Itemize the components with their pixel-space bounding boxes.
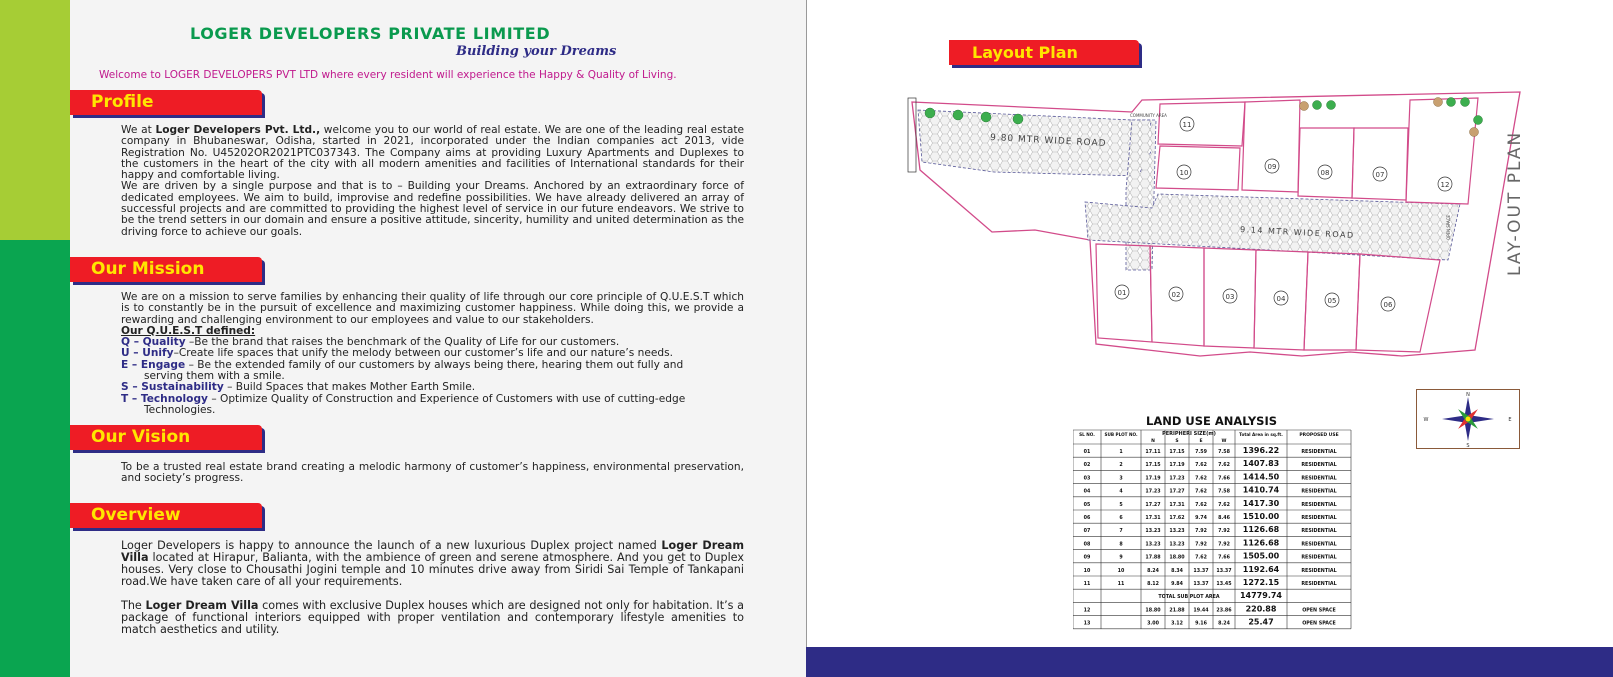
table-cell: 7.92: [1195, 529, 1207, 535]
table-cell-area: 1510.00: [1242, 512, 1280, 521]
table-cell: 7.92: [1218, 529, 1230, 535]
table-cell: 13.23: [1169, 529, 1185, 535]
table-cell: 13.23: [1145, 529, 1161, 535]
header-area: Total Area in sq.ft.: [1239, 432, 1283, 437]
table-cell: RESIDENTIAL: [1301, 568, 1337, 574]
quest-item: E – Engage – Be the extended family of our customers by always being there, hearing them out fully and: [121, 358, 684, 371]
table-cell: 17.11: [1145, 450, 1161, 455]
table-cell: 9: [1119, 555, 1123, 561]
table-cell: 7.62: [1195, 476, 1207, 482]
table-cell: 08: [1083, 542, 1091, 548]
table-cell-area: 1126.68: [1242, 525, 1280, 535]
land-use-title: LAND USE ANALYSIS: [1146, 414, 1278, 428]
table-cell: 3.00: [1147, 621, 1159, 627]
layout-plan-side-title: LAY-OUT PLAN: [1505, 130, 1525, 276]
road-label-middle: 9.14 MTR WIDE ROAD: [1239, 225, 1355, 240]
table-cell-area: 1414.50: [1242, 472, 1280, 482]
table-cell: 07: [1083, 529, 1091, 535]
mission-heading: Our Mission: [70, 257, 262, 282]
table-cell: OPEN SPACE: [1302, 608, 1336, 614]
quest-item: U – Unify–Create life spaces that unify the melody between our customer’s life and our nature’s needs.: [121, 347, 673, 360]
quest-item: T – Technology – Optimize Quality of Construction and Experience of Customers with use of cutting-edge: [121, 392, 686, 405]
plot-label: 07: [1375, 171, 1385, 179]
table-cell: 17.31: [1169, 502, 1185, 508]
plot-label: 09: [1267, 163, 1277, 171]
compass-n: N: [1466, 392, 1470, 398]
overview-paragraph-1: Loger Developers is happy to announce the launch of a new luxurious Duplex project named Loger Dream Villa located at Hirapur, Balianta, with the ambience of green and serene atmosphere. And you get to Duplex houses. Very close to Chousathi Jogini temple and 10 minutes drive away from Siridi Sai Temple of Tankapani road.We have taken care of all your requirements.: [121, 539, 745, 588]
table-cell: 13: [1083, 621, 1091, 627]
table-cell: 06: [1083, 516, 1091, 521]
header-w: W: [1221, 439, 1227, 444]
table-cell: RESIDENTIAL: [1301, 476, 1337, 482]
table-cell: 2: [1119, 463, 1123, 469]
table-cell: 4: [1119, 489, 1123, 495]
table-cell: 7.66: [1218, 555, 1230, 561]
table-cell: 17.23: [1145, 489, 1161, 495]
table-cell: 1: [1119, 450, 1123, 455]
table-cell: RESIDENTIAL: [1301, 542, 1337, 548]
header-e: E: [1199, 439, 1203, 444]
table-cell: 17.19: [1169, 463, 1185, 469]
layout-plan-heading: Layout Plan: [949, 40, 1139, 65]
table-cell: 8: [1119, 542, 1123, 548]
table-cell: 7: [1119, 529, 1123, 535]
table-cell: 11: [1083, 582, 1091, 587]
table-cell: 23.86: [1216, 608, 1232, 614]
table-cell-area: 1505.00: [1242, 551, 1280, 561]
profile-paragraph-2: We are driven by a single purpose and that is to – Building your Dreams. Anchored by an extraordinary force of dedicated employees. We aim to build, improvise and redefine possibilities. We have already delivered an array of successful projects and are committed to providing the highest level of service in our future endeavors. We strive to be the trend setters in our domain and ensure a positive attitude, sincerity, humility and united determination as the driving force to achieve our goals.: [121, 180, 744, 238]
table-cell: 17.88: [1145, 555, 1161, 561]
table-cell: 21.88: [1169, 608, 1185, 614]
table-cell-area: 1272.15: [1242, 578, 1280, 587]
table-cell: 13.37: [1193, 582, 1209, 587]
table-cell: 11: [1117, 582, 1125, 587]
table-cell: 13.45: [1216, 582, 1232, 587]
vision-heading: Our Vision: [70, 425, 262, 450]
left-page: [0, 0, 806, 677]
open-space-label: OPEN SPACE: [1446, 214, 1451, 240]
table-cell: 09: [1083, 555, 1091, 561]
connector-road: [1126, 120, 1156, 270]
table-cell: 17.19: [1145, 476, 1161, 482]
table-cell: 3.12: [1171, 621, 1183, 627]
table-cell-area: 25.47: [1248, 617, 1274, 627]
table-cell: 10: [1083, 568, 1091, 574]
plot-label: 10: [1179, 169, 1189, 177]
plot-label: 11: [1182, 121, 1192, 129]
compass-e: E: [1508, 417, 1512, 423]
land-use-grid: [1073, 430, 1351, 629]
table-cell: RESIDENTIAL: [1301, 489, 1337, 495]
table-cell: 18.80: [1169, 555, 1185, 561]
table-cell: RESIDENTIAL: [1301, 450, 1337, 455]
table-cell: 9.16: [1195, 621, 1207, 627]
table-cell: 13.37: [1193, 568, 1209, 574]
overview-heading: Overview: [70, 503, 262, 528]
header-sub-plot: SUB PLOT NO.: [1104, 432, 1138, 437]
table-cell: RESIDENTIAL: [1301, 502, 1337, 508]
table-cell: 3: [1119, 476, 1123, 482]
table-cell-area: 1417.30: [1242, 498, 1280, 508]
table-cell: 8.34: [1171, 568, 1183, 574]
road-label-top: 9.80 MTR WIDE ROAD: [989, 133, 1107, 150]
welcome-text: Welcome to LOGER DEVELOPERS PVT LTD where every resident will experience the Happy & Quality of Living.: [99, 69, 677, 81]
table-cell: 7.92: [1195, 542, 1207, 548]
company-name: LOGER DEVELOPERS PRIVATE LIMITED: [190, 24, 551, 43]
table-cell: 6: [1119, 516, 1123, 521]
table-cell: 9.74: [1195, 516, 1207, 521]
table-cell: RESIDENTIAL: [1301, 516, 1337, 521]
table-cell: 01: [1083, 450, 1091, 455]
compass-s: S: [1466, 443, 1470, 449]
plot-label: 12: [1440, 181, 1450, 189]
table-cell: 02: [1083, 463, 1091, 469]
footer-bar: [806, 647, 1613, 677]
table-cell: 7.58: [1218, 450, 1230, 455]
table-cell: 8.24: [1147, 568, 1159, 574]
table-cell: 8.24: [1218, 621, 1230, 627]
table-cell-area: 1396.22: [1242, 446, 1280, 455]
table-cell: 13.23: [1169, 542, 1185, 548]
profile-text: [121, 125, 744, 238]
plot-label: 03: [1225, 293, 1235, 301]
table-cell: 17.15: [1145, 463, 1161, 469]
table-cell: 7.58: [1218, 489, 1230, 495]
overview-text: [121, 540, 744, 636]
layout-plan-drawing: [900, 80, 1540, 380]
table-cell: 17.62: [1169, 516, 1185, 521]
plot-label: 06: [1383, 301, 1393, 309]
table-cell: RESIDENTIAL: [1301, 463, 1337, 469]
quest-item: S – Sustainability – Build Spaces that makes Mother Earth Smile.: [121, 381, 476, 394]
table-cell: 19.44: [1193, 608, 1209, 614]
total-value: 14779.74: [1239, 591, 1283, 601]
table-cell: 5: [1119, 502, 1123, 508]
green-strip-light: [0, 0, 70, 240]
table-cell: 8.46: [1218, 516, 1230, 521]
table-cell: 7.62: [1195, 502, 1207, 508]
land-use-analysis-table: [1073, 414, 1353, 630]
table-cell: RESIDENTIAL: [1301, 582, 1337, 587]
quest-title: Our Q.U.E.S.T defined:: [121, 324, 256, 337]
header-s: S: [1175, 439, 1179, 444]
mission-intro: We are on a mission to serve families by enhancing their quality of life through our core principle of Q.U.E.S.T which is to constantly be in the pursuit of excellence and maximizing customer happiness. While doing this, we provide a rewarding and challenging environment to our employees and value to our stakeholders.: [121, 291, 744, 326]
tagline: Building your Dreams: [456, 44, 617, 59]
table-cell: 04: [1083, 489, 1091, 495]
table-cell: RESIDENTIAL: [1301, 555, 1337, 561]
overview-paragraph-2: The Loger Dream Villa comes with exclusive Duplex houses which are designed not only for habitation. It’s a package of functional interiors equipped with proper ventilation and contemporary lifestyle amenities to match aesthetics and utility.: [121, 599, 744, 636]
total-label: TOTAL SUB PLOT AREA: [1158, 595, 1220, 601]
quest-item: Q – Quality –Be the brand that raises the benchmark of the Quality of Life for our customers.: [121, 336, 620, 349]
table-cell-area: 1126.68: [1242, 538, 1280, 548]
table-cell: 7.62: [1195, 463, 1207, 469]
table-cell: 7.66: [1218, 476, 1230, 482]
table-cell: 05: [1083, 502, 1091, 508]
table-cell: 7.62: [1195, 489, 1207, 495]
mission-text: [121, 292, 744, 416]
table-cell: 7.62: [1218, 502, 1230, 508]
table-cell-area: 1192.64: [1242, 564, 1280, 574]
table-cell: 17.23: [1169, 476, 1185, 482]
header-use: PROPOSED USE: [1299, 433, 1339, 438]
table-cell-area: 1407.83: [1242, 459, 1280, 469]
green-strip-dark: [0, 240, 70, 677]
table-cell: 7.92: [1218, 542, 1230, 548]
table-cell-area: 220.88: [1245, 604, 1277, 614]
table-cell: 18.80: [1145, 608, 1161, 614]
table-cell: 17.15: [1169, 450, 1185, 455]
table-cell: 17.27: [1145, 502, 1161, 508]
plot-label: 08: [1320, 169, 1330, 177]
table-cell: 12: [1083, 608, 1091, 614]
table-cell: RESIDENTIAL: [1301, 529, 1337, 535]
community-area-label: COMMUNITY AREA: [1130, 113, 1167, 118]
profile-paragraph-1: We at Loger Developers Pvt. Ltd., welcome you to our world of real estate. We are one of the leading real estate company in Bhubaneswar, Odisha, started in 2021, incorporated under the Indian companies act 2013, vide Registration No. U45202OR2021PTC037343. The Company aims at providing Luxury Apartments and Duplexes to the customers in the heart of the city with all modern amenities and facilities of International standards for their happy and comfortable living.: [121, 124, 744, 182]
table-cell: 7.62: [1195, 555, 1207, 561]
table-cell: 13.23: [1145, 542, 1161, 548]
table-cell: OPEN SPACE: [1302, 621, 1336, 627]
profile-heading: Profile: [70, 90, 262, 115]
table-cell: 7.59: [1195, 450, 1207, 455]
header-n: N: [1151, 439, 1155, 444]
plot-label: 04: [1276, 295, 1286, 303]
compass-rose: [1416, 389, 1520, 449]
quest-item-cont: serving them with a smile.: [144, 370, 285, 383]
table-cell-area: 1410.74: [1242, 485, 1280, 495]
compass-w: W: [1423, 417, 1429, 423]
table-cell: 8.12: [1147, 582, 1159, 587]
header-periphery: PERIPHERI SIZE(m): [1162, 431, 1216, 437]
table-cell: 17.27: [1169, 489, 1185, 495]
table-cell: 9.84: [1171, 582, 1183, 587]
table-cell: 10: [1117, 568, 1125, 574]
plot-label: 01: [1117, 289, 1127, 297]
quest-item-cont: Technologies.: [144, 403, 216, 416]
header-sl: SL NO.: [1079, 432, 1095, 437]
table-cell: 7.62: [1218, 463, 1230, 469]
plot-label: 02: [1171, 291, 1181, 299]
table-cell: 17.31: [1145, 516, 1161, 521]
plot-label: 05: [1327, 297, 1337, 305]
table-cell: 13.37: [1216, 568, 1232, 574]
vision-text: To be a trusted real estate brand creating a melodic harmony of customer’s happiness, environmental preservation, and society’s progress.: [121, 461, 744, 485]
table-cell: 03: [1083, 476, 1091, 482]
